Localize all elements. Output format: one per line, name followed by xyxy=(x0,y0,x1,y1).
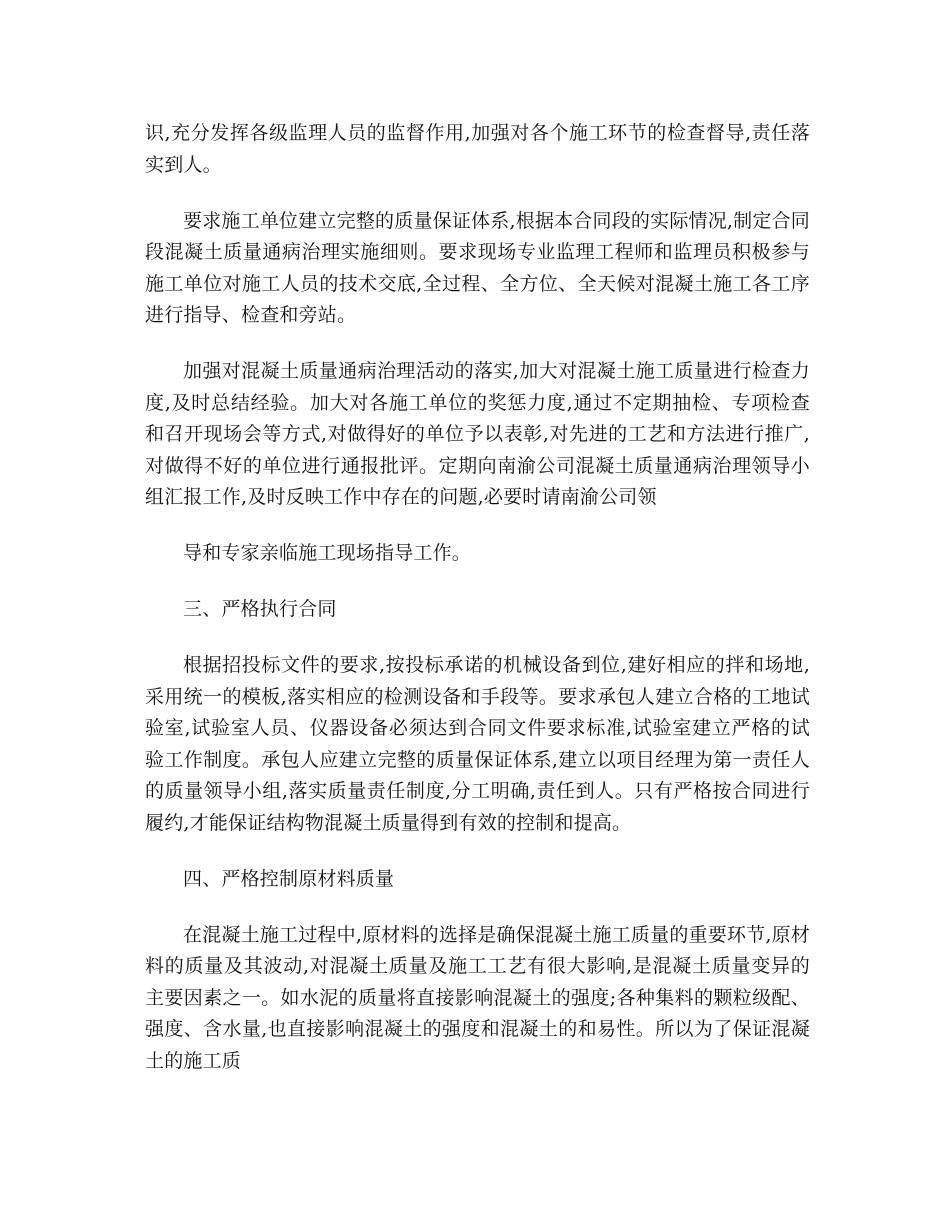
paragraph-experts-guidance: 导和专家亲临施工现场指导工作。 xyxy=(183,542,472,564)
paragraph-inspection: 加强对混凝土质量通病治理活动的落实,加大对混凝土施工质量进行检查力度,及时总结经验。加大对各施工单位的奖惩力度,通过不定期抽检、专项检查和召开现场会等方式,对做得好的单位予以表彰,对先进的工艺和方法进行推广,对做得不好的单位进行通报批评。定期向南渝公司混凝土质量通病治理领导小组汇报工作,及时反映工作中存在的问题,必要时请南渝公司领 xyxy=(145,360,810,508)
section-heading-contract: 三、严格执行合同 xyxy=(183,598,337,620)
paragraph-quality-system: 要求施工单位建立完整的质量保证体系,根据本合同段的实际情况,制定合同段混凝土质量通病治理实施细则。要求现场专业监理工程师和监理员积极参与施工单位对施工人员的技术交底,全过程、全方位、全天候对混凝土施工各工序进行指导、检查和旁站。 xyxy=(145,209,810,326)
section-heading-raw-materials: 四、严格控制原材料质量 xyxy=(183,867,395,890)
paragraph-raw-materials: 在混凝土施工过程中,原材料的选择是确保混凝土施工质量的重要环节,原材料的质量及其波动,对混凝土质量及施工工艺有很大影响,是混凝土质量变异的主要因素之一。如水泥的质量将直接影响混凝土的强度;各种集料的颗粒级配、强度、含水量,也直接影响混凝土的强度和混凝土的和易性。所以为了保证混凝土的施工质 xyxy=(145,923,810,1072)
paragraph-continuation: 识,充分发挥各级监理人员的监督作用,加强对各个施工环节的检查督导,责任落实到人。 xyxy=(145,122,810,176)
paragraph-contract: 根据招投标文件的要求,按投标承诺的机械设备到位,建好相应的拌和场地,采用统一的模板,落实相应的检测设备和手段等。要求承包人建立合格的工地试验室,试验室人员、仪器设备必须达到合同文件要求标准,试验室建立严格的试验工作制度。承包人应建立完整的质量保证体系,建立以项目经理为第一责任人的质量领导小组,落实质量责任制度,分工明确,责任到人。只有严格按合同进行履约,才能保证结构物混凝土质量得到有效的控制和提高。 xyxy=(145,654,810,834)
document-body xyxy=(145,118,810,1102)
